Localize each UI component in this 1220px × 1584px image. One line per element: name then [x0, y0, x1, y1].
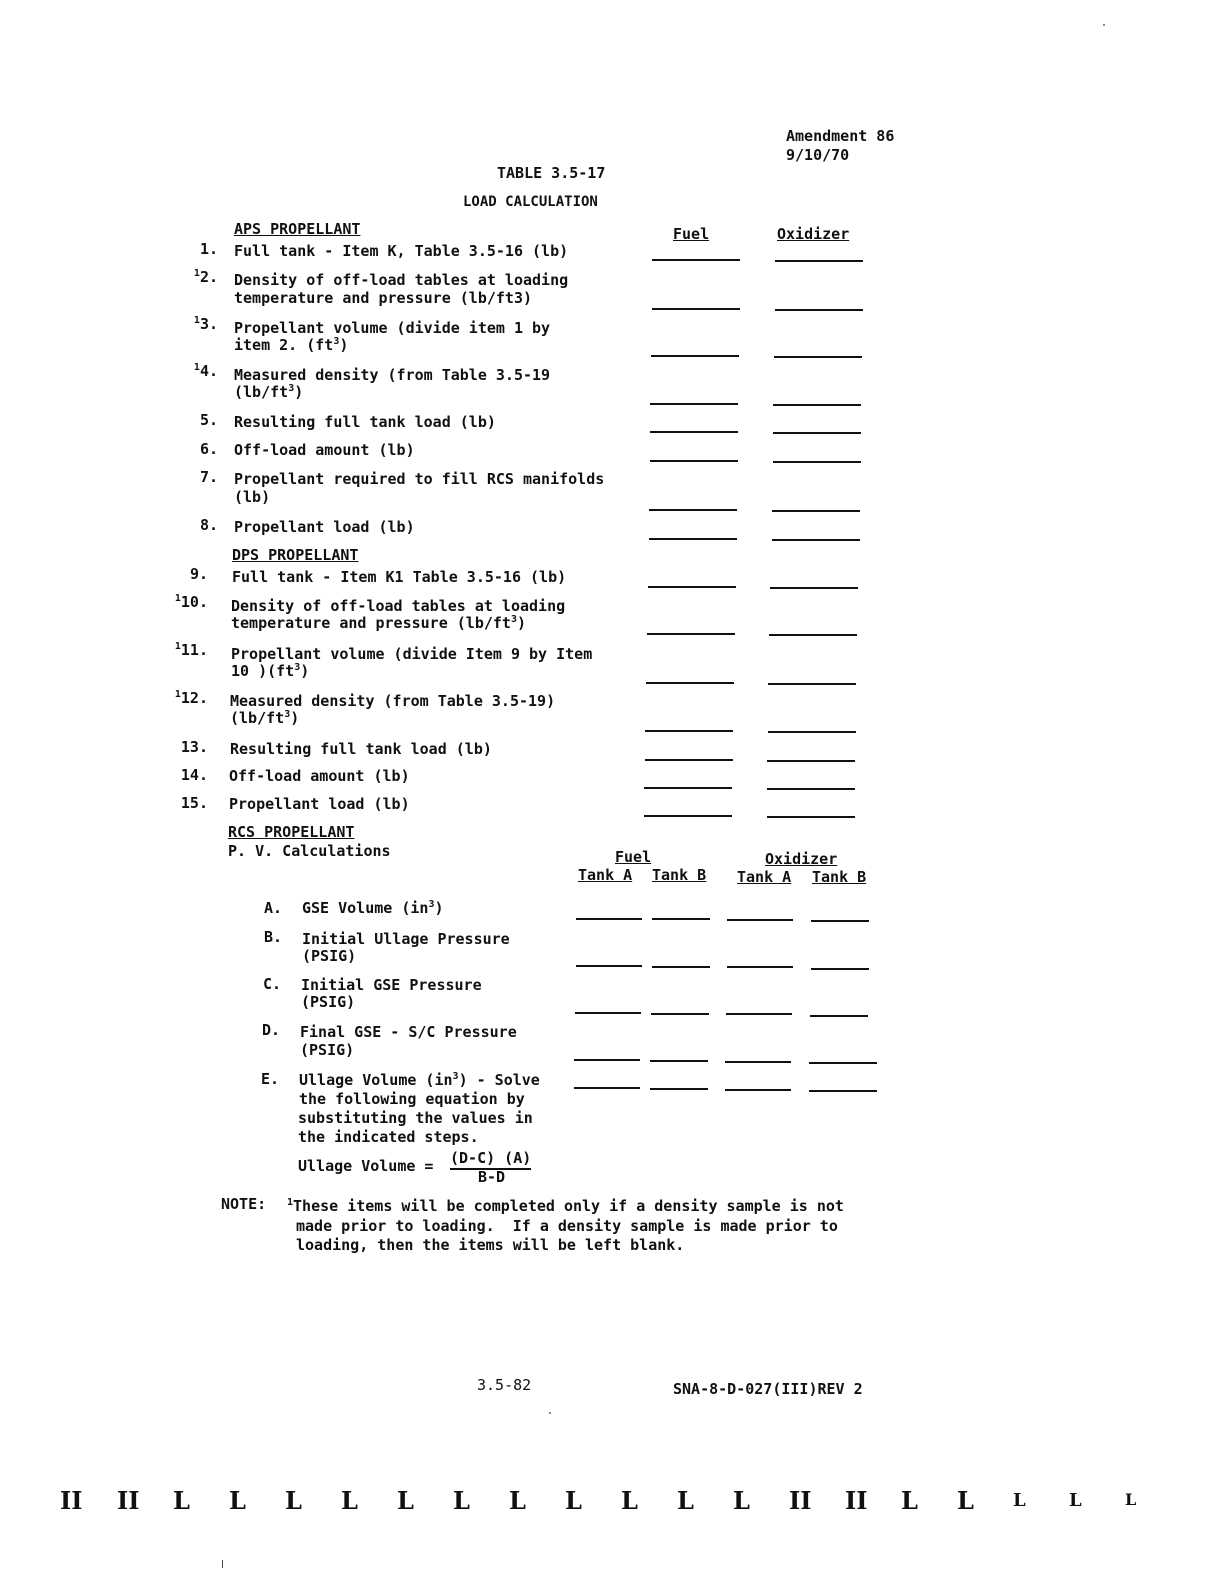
item-text: 10 )$(ft^3)$	[231, 662, 310, 680]
item-text: $(lb/ft^3)$	[230, 709, 300, 727]
rcs-blank-a-fuel-tank-a[interactable]	[576, 918, 642, 920]
rcs-blank-b-fuel-tank-b[interactable]	[652, 966, 710, 968]
rcs-item-letter: C.	[263, 975, 282, 993]
rcs-blank-b-ox-tank-b[interactable]	[811, 968, 869, 970]
oxidizer-column-header: Oxidizer	[777, 225, 850, 243]
scan-mark: L	[397, 1486, 414, 1515]
scan-mark: L	[957, 1486, 974, 1515]
rcs-fuel-header: Fuel	[615, 848, 652, 866]
item-number: $^1$11.	[174, 641, 208, 659]
rcs-blank-a-ox-tank-b[interactable]	[811, 920, 869, 922]
scan-speck	[222, 1560, 223, 1568]
dps-heading: DPS PROPELLANT	[232, 546, 359, 564]
rcs-oxidizer-tank-b-header: Tank B	[812, 868, 867, 886]
item-number: 7.	[199, 468, 218, 486]
item-text: $(lb/ft^3)$	[234, 383, 304, 401]
scan-mark: II	[789, 1486, 812, 1515]
fuel-blank-9[interactable]	[648, 586, 736, 588]
rcs-fuel-tank-a-header: Tank A	[578, 866, 633, 884]
item-number: 9.	[189, 565, 208, 583]
scan-mark: L	[453, 1486, 470, 1515]
oxidizer-blank-5[interactable]	[773, 432, 861, 434]
scan-mark: L	[1013, 1490, 1026, 1511]
oxidizer-blank-15[interactable]	[767, 816, 855, 818]
item-text: Propellant volume (divide item 1 by	[234, 319, 551, 337]
footnote-marker: 1	[174, 593, 181, 604]
formula-numerator: (D-C) (A)	[450, 1149, 531, 1170]
aps-heading: APS PROPELLANT	[234, 220, 361, 238]
oxidizer-blank-12[interactable]	[768, 731, 856, 733]
rcs-blank-a-ox-tank-a[interactable]	[727, 919, 793, 921]
scan-mark: II	[60, 1486, 83, 1515]
rcs-fuel-tank-b-header: Tank B	[652, 866, 707, 884]
rcs-item-text: GSE Volume $(in^3)$	[302, 899, 444, 917]
rcs-blank-e-fuel-tank-a[interactable]	[574, 1087, 640, 1089]
item-number: $^1$3.	[193, 315, 218, 333]
item-text: Measured density (from Table 3.5-19)	[230, 692, 556, 710]
rcs-blank-b-ox-tank-a[interactable]	[727, 966, 793, 968]
item-text: Resulting full tank load (lb)	[230, 740, 492, 758]
document-id: SNA-8-D-027(III)REV 2	[673, 1380, 863, 1398]
item-text: Density of off-load tables at loading	[231, 597, 566, 615]
oxidizer-blank-2[interactable]	[775, 309, 863, 311]
rcs-blank-e-ox-tank-a[interactable]	[725, 1089, 791, 1091]
rcs-item-text: Final GSE - S/C Pressure	[300, 1023, 517, 1041]
item-text: Resulting full tank load (lb)	[234, 413, 496, 431]
footnote-marker: 1	[193, 268, 200, 279]
table-number: TABLE 3.5-17	[497, 164, 606, 182]
item-number: 15.	[180, 794, 208, 812]
oxidizer-blank-1[interactable]	[775, 260, 863, 262]
item-number: 14.	[180, 766, 208, 784]
rcs-blank-d-fuel-tank-a[interactable]	[574, 1059, 640, 1061]
scan-mark: L	[229, 1486, 246, 1515]
rcs-blank-b-fuel-tank-a[interactable]	[576, 965, 642, 967]
footnote-marker: 1	[193, 362, 200, 373]
oxidizer-blank-11[interactable]	[768, 683, 856, 685]
scan-mark: L	[677, 1486, 694, 1515]
scan-mark: II	[117, 1486, 140, 1515]
rcs-oxidizer-header: Oxidizer	[765, 850, 838, 868]
scan-speck	[549, 1412, 551, 1414]
item-number: 13.	[180, 738, 208, 756]
rcs-item-letter: B.	[264, 928, 283, 946]
scan-mark: L	[1069, 1490, 1082, 1511]
item-text: Propellant load (lb)	[229, 795, 410, 813]
rcs-item-text: substituting the values in	[298, 1109, 533, 1127]
item-text: temperature and pressure $(lb/ft^3)$	[231, 614, 527, 632]
fuel-blank-14[interactable]	[644, 787, 732, 789]
oxidizer-blank-4[interactable]	[773, 404, 861, 406]
scan-mark: L	[285, 1486, 302, 1515]
scan-mark: L	[565, 1486, 582, 1515]
item-text: Propellant volume (divide Item 9 by Item	[231, 645, 593, 663]
rcs-item-text: Initial Ullage Pressure	[302, 930, 510, 948]
rcs-heading: RCS PROPELLANT	[228, 823, 355, 841]
rcs-item-text: (PSIG)	[302, 947, 357, 965]
fuel-blank-8[interactable]	[649, 538, 737, 540]
scan-mark: L	[901, 1486, 918, 1515]
item-text: Measured density (from Table 3.5-19	[234, 366, 551, 384]
fuel-blank-3[interactable]	[651, 355, 739, 357]
fuel-blank-10[interactable]	[647, 633, 735, 635]
item-number: 1.	[199, 240, 218, 258]
amendment-label: Amendment 86	[786, 127, 895, 145]
scan-speck	[1103, 24, 1105, 26]
oxidizer-blank-7[interactable]	[772, 510, 860, 512]
item-number: $^1$12.	[174, 689, 208, 707]
item-text: Density of off-load tables at loading	[234, 271, 569, 289]
scan-mark: L	[509, 1486, 526, 1515]
fuel-blank-6[interactable]	[650, 460, 738, 462]
item-text: Full tank - Item K1 Table 3.5-16 (lb)	[232, 568, 567, 586]
item-text: Full tank - Item K, Table 3.5-16 (lb)	[234, 242, 569, 260]
rcs-item-text: (PSIG)	[300, 1041, 355, 1059]
rcs-item-letter: E.	[261, 1070, 280, 1088]
note-text: loading, then the items will be left blank.	[296, 1236, 685, 1254]
amendment-date: 9/10/70	[786, 146, 850, 164]
rcs-item-letter: D.	[262, 1021, 281, 1039]
rcs-subheading: P. V. Calculations	[228, 842, 391, 860]
rcs-oxidizer-tank-a-header: Tank A	[737, 868, 792, 886]
fuel-blank-4[interactable]	[650, 403, 738, 405]
note-label: NOTE:	[221, 1195, 267, 1213]
table-title: LOAD CALCULATION	[463, 194, 598, 210]
item-number: $^1$4.	[193, 362, 218, 380]
page-number: 3.5-82	[477, 1376, 532, 1394]
scan-mark: L	[173, 1486, 190, 1515]
oxidizer-blank-10[interactable]	[769, 634, 857, 636]
rcs-blank-c-fuel-tank-b[interactable]	[651, 1013, 709, 1015]
oxidizer-blank-8[interactable]	[772, 539, 860, 541]
formula-denominator: B-D	[478, 1168, 506, 1186]
item-number: $^1$10.	[174, 593, 208, 611]
scan-mark: L	[1125, 1490, 1137, 1509]
footnote-marker: 1	[174, 689, 181, 700]
fuel-blank-15[interactable]	[644, 815, 732, 817]
item-text: temperature and pressure (lb/ft3)	[234, 289, 533, 307]
rcs-blank-e-ox-tank-b[interactable]	[809, 1090, 877, 1092]
oxidizer-blank-14[interactable]	[767, 788, 855, 790]
item-text: Off-load amount (lb)	[229, 767, 410, 785]
rcs-blank-c-ox-tank-a[interactable]	[726, 1013, 792, 1015]
oxidizer-blank-6[interactable]	[773, 461, 861, 463]
formula-label: Ullage Volume =	[298, 1157, 434, 1175]
oxidizer-blank-13[interactable]	[767, 760, 855, 762]
footnote-marker: 1	[193, 315, 200, 326]
item-text: Off-load amount (lb)	[234, 441, 415, 459]
oxidizer-blank-9[interactable]	[770, 587, 858, 589]
fuel-blank-13[interactable]	[645, 759, 733, 761]
item-text: item 2. $(ft^3)$	[234, 336, 349, 354]
note-text: $^1$These items will be completed only if a density sample is not	[287, 1197, 844, 1215]
item-text: (lb)	[234, 488, 271, 506]
note-text: made prior to loading. If a density sample is made prior to	[296, 1217, 838, 1235]
item-number: 8.	[199, 516, 218, 534]
fuel-blank-12[interactable]	[645, 730, 733, 732]
scan-mark: II	[845, 1486, 868, 1515]
rcs-item-text: (PSIG)	[301, 993, 356, 1011]
rcs-item-text: the indicated steps.	[298, 1128, 479, 1146]
fuel-blank-2[interactable]	[652, 308, 740, 310]
scan-mark: L	[341, 1486, 358, 1515]
rcs-blank-c-ox-tank-b[interactable]	[810, 1015, 868, 1017]
footnote-marker: 1	[287, 1197, 294, 1208]
rcs-blank-d-ox-tank-a[interactable]	[725, 1061, 791, 1063]
scan-mark: L	[733, 1486, 750, 1515]
rcs-blank-a-fuel-tank-b[interactable]	[652, 918, 710, 920]
item-number: 5.	[199, 411, 218, 429]
rcs-item-text: the following equation by	[299, 1090, 525, 1108]
fuel-blank-1[interactable]	[652, 259, 740, 261]
fuel-blank-7[interactable]	[649, 509, 737, 511]
item-number: 6.	[199, 440, 218, 458]
item-number: $^1$2.	[193, 268, 218, 286]
footnote-marker: 1	[174, 641, 181, 652]
rcs-blank-d-ox-tank-b[interactable]	[809, 1062, 877, 1064]
fuel-column-header: Fuel	[673, 225, 710, 243]
fuel-blank-11[interactable]	[646, 682, 734, 684]
item-text: Propellant load (lb)	[234, 518, 415, 536]
scan-mark: L	[621, 1486, 638, 1515]
rcs-blank-e-fuel-tank-b[interactable]	[650, 1088, 708, 1090]
fuel-blank-5[interactable]	[650, 431, 738, 433]
item-text: Propellant required to fill RCS manifolds	[234, 470, 605, 488]
rcs-item-text: Initial GSE Pressure	[301, 976, 482, 994]
rcs-item-text: Ullage Volume $(in^3)$ - Solve	[299, 1071, 540, 1089]
rcs-blank-d-fuel-tank-b[interactable]	[650, 1060, 708, 1062]
rcs-item-letter: A.	[264, 899, 283, 917]
oxidizer-blank-3[interactable]	[774, 356, 862, 358]
rcs-blank-c-fuel-tank-a[interactable]	[575, 1012, 641, 1014]
